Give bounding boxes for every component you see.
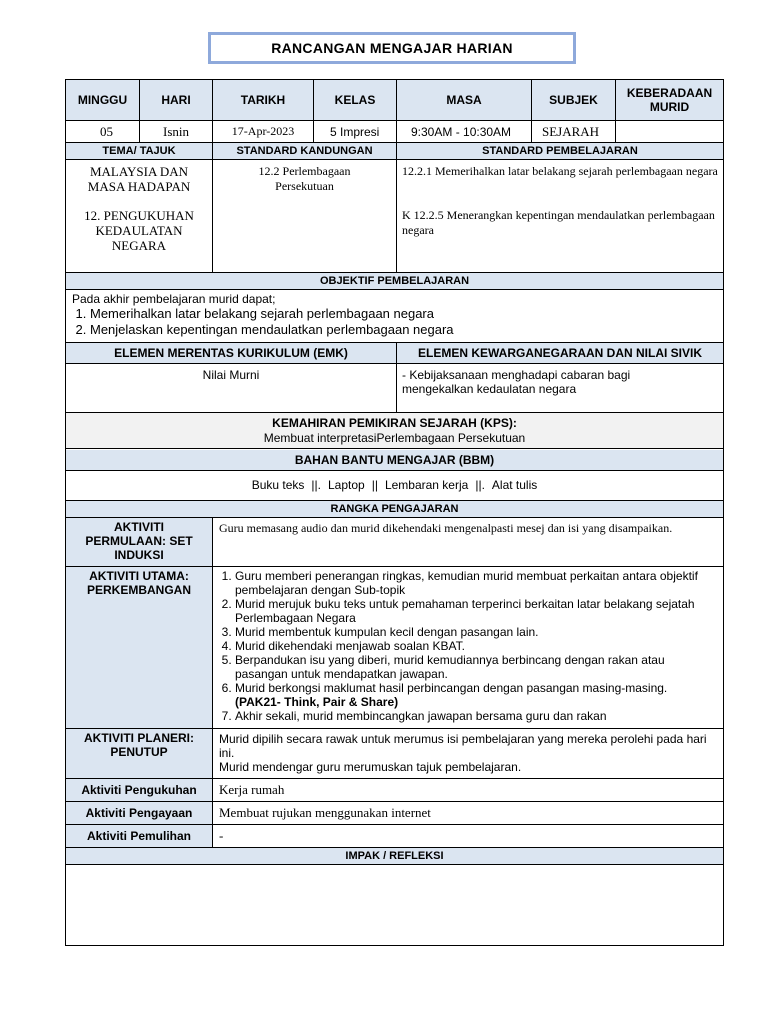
header-standard-pembelajaran: STANDARD PEMBELAJARAN — [482, 145, 638, 157]
label-pengukuhan: Aktiviti Pengukuhan — [66, 779, 212, 801]
header-tarikh: TARIKH — [240, 93, 286, 107]
header-rangka: RANGKA PENGAJARAN — [66, 501, 723, 517]
header-subjek: SUBJEK — [549, 93, 598, 107]
objektif-intro: Pada akhir pembelajaran murid dapat; — [72, 292, 276, 306]
permulaan-text: Guru memasang audio dan murid dikehendaki mengenalpasti mesej dan isi yang disampaikan. — [219, 521, 673, 535]
value-hari: Isnin — [163, 123, 189, 139]
bbm-item: Alat tulis — [491, 478, 538, 492]
pengukuhan-text: Kerja rumah — [219, 782, 285, 797]
header-bbm: BAHAN BANTU MENGAJAR (BBM) — [66, 450, 723, 470]
value-subjek: SEJARAH — [542, 123, 600, 139]
utama-item: 7. Akhir sekali, murid membincangkan jawapan bersama guru dan rakan — [235, 709, 717, 723]
objektif-item: 2. Menjelaskan kepentingan mendaulatkan perlembagaan negara — [90, 322, 712, 338]
objektif-item: 1. Memerihalkan latar belakang sejarah perlembagaan negara — [90, 306, 712, 322]
header-emk: ELEMEN MERENTAS KURIKULUM (EMK) — [66, 343, 396, 363]
header-masa: MASA — [446, 93, 482, 107]
utama-pak21: (PAK21- Think, Pair & Share) — [235, 695, 399, 709]
utama-item — [235, 681, 717, 709]
lesson-plan-table — [65, 79, 724, 946]
label-permulaan: AKTIVITI PERMULAAN: SET INDUKSI — [85, 520, 193, 562]
header-standard-kandungan: STANDARD KANDUNGAN — [236, 145, 373, 157]
standard-kandungan: 12.2 Perlembagaan Persekutuan — [258, 164, 351, 193]
standard-pembelajaran-2: K 12.2.5 Menerangkan kepentingan mendaulatkan perlembagaan negara — [402, 208, 715, 237]
utama-item: 2. Murid merujuk buku teks untuk pemahaman terperinci berkaitan latar belakang sejatah Perlembagaan Negara — [235, 597, 717, 625]
header-minggu: MINGGU — [77, 93, 128, 107]
header-kps: KEMAHIRAN PEMIKIRAN SEJARAH (KPS): — [272, 416, 517, 430]
pemulihan-text: - — [219, 828, 224, 843]
bbm-separator: || — [371, 478, 378, 492]
emk-value: Nilai Murni — [202, 368, 260, 382]
penutup-text-2: Murid mendengar guru merumuskan tajuk pembelajaran. — [219, 760, 522, 774]
label-pengayaan: Aktiviti Pengayaan — [66, 802, 212, 824]
bbm-separator: ||. — [311, 478, 321, 492]
value-kelas: 5 Impresi — [330, 124, 380, 139]
header-impak: IMPAK / REFLEKSI — [66, 848, 723, 864]
pengayaan-text: Membuat rujukan menggunakan internet — [219, 805, 431, 820]
label-penutup: AKTIVITI PLANERI: PENUTUP — [84, 731, 194, 759]
value-tarikh: 17-Apr-2023 — [231, 124, 295, 138]
penutup-text-1: Murid dipilih secara rawak untuk merumus isi pembelajaran yang mereka perolehi pada hari ini. — [219, 732, 707, 760]
value-minggu: 05 — [100, 123, 113, 139]
header-sivik: ELEMEN KEWARGANEGARAAN DAN NILAI SIVIK — [397, 343, 723, 363]
objektif-list — [72, 306, 712, 338]
utama-item: 1. Guru memberi penerangan ringkas, kemudian murid membuat perkaitan antara objektif pembelajaran dengan Sub-topik — [235, 569, 717, 597]
utama-list — [217, 569, 717, 723]
value-keberadaan — [616, 121, 723, 142]
utama-item: 3. Murid membentuk kumpulan kecil dengan pasangan lain. — [235, 625, 717, 639]
label-utama: AKTIVITI UTAMA: PERKEMBANGAN — [86, 569, 191, 597]
kps-value: Membuat interpretasiPerlembagaan Persekutuan — [263, 431, 526, 445]
standard-pembelajaran-1: 12.2.1 Memerihalkan latar belakang sejarah perlembagaan negara — [402, 164, 718, 178]
sivik-value: - Kebijaksanaan menghadapi cabaran bagi mengekalkan kedaulatan negara — [402, 368, 631, 396]
bbm-list — [66, 471, 723, 499]
header-kelas: KELAS — [334, 93, 376, 107]
bbm-item: Buku teks — [251, 478, 305, 492]
utama-item: 5. Berpandukan isu yang diberi, murid kemudiannya berbincang dengan rakan atau pasangan untuk mendapatkan jawapan. — [235, 653, 717, 681]
bbm-separator: ||. — [475, 478, 485, 492]
bbm-item: Lembaran kerja — [384, 478, 469, 492]
bbm-item: Laptop — [328, 478, 365, 492]
label-pemulihan: Aktiviti Pemulihan — [66, 825, 212, 847]
utama-item: 4. Murid dikehendaki menjawab soalan KBAT. — [235, 639, 717, 653]
header-tema: TEMA/ TAJUK — [102, 145, 176, 157]
header-objektif: OBJEKTIF PEMBELAJARAN — [66, 273, 723, 289]
page-title: RANCANGAN MENGAJAR HARIAN — [208, 32, 576, 64]
tema-main: MALAYSIA DAN MASA HADAPAN — [87, 164, 191, 194]
header-keberadaan: KEBERADAAN MURID — [626, 86, 713, 114]
utama-item-text: Murid berkongsi maklumat hasil perbincangan dengan pasangan masing-masing. — [235, 681, 668, 695]
value-masa: 9:30AM - 10:30AM — [411, 124, 512, 139]
impak-value[interactable] — [66, 865, 723, 945]
tema-sub: 12. PENGUKUHAN KEDAULATAN NEGARA — [84, 208, 194, 253]
header-hari: HARI — [161, 93, 191, 107]
